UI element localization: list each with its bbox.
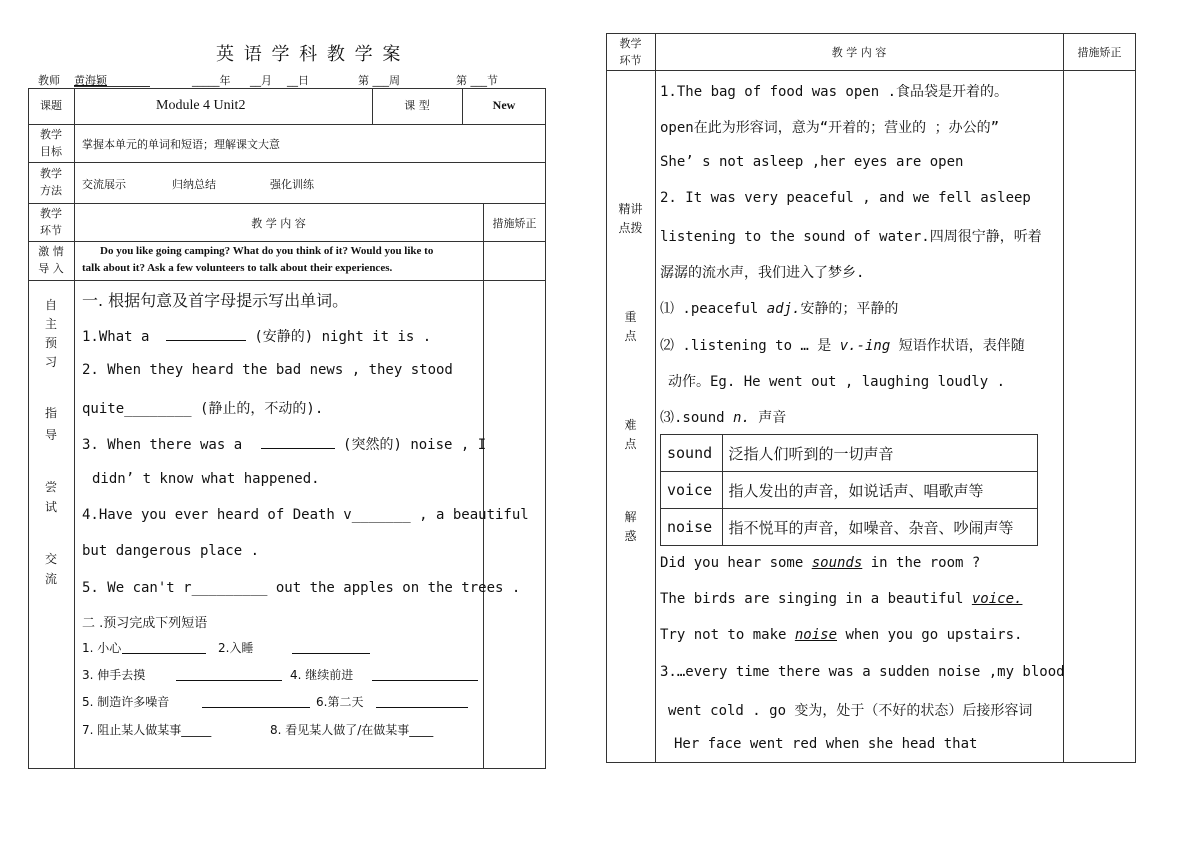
note-line-4: 2. It was very peaceful , and we fell asleep	[660, 190, 1031, 206]
side-label: 解	[624, 510, 637, 524]
side-char: 预	[44, 336, 57, 350]
phrase-5: 5. 制造许多噪音	[82, 695, 170, 709]
ex1-c: in the room ?	[862, 555, 981, 571]
section2-title: 二 .预习完成下列短语	[82, 616, 208, 631]
week-field: 第 ___周	[358, 74, 400, 87]
q1-text-b: (安静的) night it is .	[254, 329, 432, 345]
ex3-b: noise	[794, 627, 838, 643]
phrase-2: 2.入睡	[218, 641, 254, 655]
q1-text-a: 1.What a	[82, 329, 150, 345]
topic-label: 课题	[40, 99, 62, 112]
ex1-a: Did you hear some	[660, 555, 812, 571]
section1-title: 一. 根据句意及首字母提示写出单词。	[82, 291, 349, 310]
q4-line-a: 4.Have you ever heard of Death v_______ , a beautiful	[82, 507, 529, 523]
intro-label-1: 激 情	[38, 245, 64, 258]
note-7a: ⑴ .peaceful	[660, 301, 767, 317]
correction-label: 措施矫正	[1077, 46, 1122, 59]
content-label: 教 学 内 容	[831, 46, 887, 59]
sound-comparison-table	[660, 434, 1038, 546]
content-table	[606, 33, 1136, 763]
side-label: 点拨	[618, 221, 643, 235]
note-line-8	[660, 335, 1025, 355]
note-line-11: 3.…every time there was a sudden noise ,my blood	[660, 664, 1065, 680]
ex1-b: sounds	[811, 555, 863, 571]
note-10a: ⑶.sound	[660, 410, 734, 426]
side-label: 惑	[624, 529, 637, 543]
method-label-2: 方法	[40, 184, 62, 197]
q2-line-b: quite________ (静止的，不动的).	[82, 401, 324, 417]
note-line-6: 潺潺的流水声，我们进入了梦乡.	[660, 265, 865, 281]
phrase-2-blank[interactable]	[292, 641, 370, 654]
q3-text-b: (突然的) noise , I	[343, 437, 487, 453]
side-char: 自	[44, 298, 57, 312]
table-cell-meaning: 指人发出的声音，如说话声、唱歌声等	[722, 472, 1037, 509]
note-line-13: Her face went red when she head that	[674, 736, 978, 752]
side-label: 重	[624, 310, 637, 324]
phrase-1-blank[interactable]	[122, 641, 206, 654]
month-field: __月	[250, 74, 272, 87]
side-label: 难	[624, 418, 637, 432]
side-char: 指	[44, 406, 57, 420]
page-title: 英 语 学 科 教 学 案	[216, 44, 403, 65]
step-label-2: 环节	[40, 224, 62, 237]
method-value-2: 归纳总结	[172, 178, 216, 191]
type-label: 课 型	[404, 99, 430, 112]
phrase-5-blank[interactable]	[202, 695, 310, 708]
method-value-3: 强化训练	[270, 178, 314, 191]
note-line-1: 1.The bag of food was open .食品袋是开着的。	[660, 84, 1009, 100]
example-3	[660, 627, 1022, 643]
side-label: 点	[624, 329, 637, 343]
correction-label: 措施矫正	[492, 217, 537, 230]
goal-value: 掌握本单元的单词和短语；理解课文大意	[82, 138, 280, 151]
table-cell-word: voice	[661, 472, 723, 509]
question-1	[82, 326, 431, 346]
side-char: 尝	[44, 480, 57, 494]
q5-line: 5. We can't r_________ out the apples on the trees .	[82, 580, 521, 596]
side-char: 交	[44, 552, 57, 566]
example-2	[660, 591, 1022, 607]
step-label-1: 教学	[619, 37, 642, 50]
note-7b: adj.	[766, 301, 801, 317]
goal-label-2: 目标	[40, 145, 62, 158]
teacher-label: 教师	[38, 74, 60, 87]
table-cell-meaning: 指不悦耳的声音，如噪音、杂音、吵闹声等	[722, 509, 1037, 546]
side-char: 流	[44, 572, 57, 586]
note-8c: 短语作状语，表伴随	[890, 338, 1025, 354]
q3-line-c: didn’ t know what happened.	[92, 471, 320, 487]
side-label: 点	[624, 437, 637, 451]
q3-text-a: 3. When there was a	[82, 437, 243, 453]
question-3	[82, 434, 486, 454]
note-line-3: She’ s not asleep ,her eyes are open	[660, 154, 964, 170]
side-char: 导	[44, 428, 57, 442]
method-label-1: 教学	[40, 167, 62, 180]
note-10c: 声音	[749, 410, 787, 426]
side-char: 习	[44, 355, 57, 369]
phrase-6: 6.第二天	[316, 695, 364, 709]
step-label-1: 教学	[40, 207, 62, 220]
intro-text-2: talk about it? Ask a few volunteers to talk about their experiences.	[82, 262, 393, 274]
q2-line-a: 2. When they heard the bad news , they stood	[82, 362, 453, 378]
phrase-4-blank[interactable]	[372, 668, 478, 681]
year-field: _____年	[192, 74, 231, 87]
ex2-a: The birds are singing in a beautiful	[660, 591, 972, 607]
side-char: 主	[44, 317, 57, 331]
note-line-10	[660, 407, 786, 427]
phrase-4: 4. 继续前进	[290, 668, 354, 682]
q3-blank[interactable]	[261, 436, 335, 449]
table-row	[661, 435, 1038, 472]
teacher-name: 黄海颖	[74, 74, 107, 87]
table-cell-meaning: 泛指人们听到的一切声音	[722, 435, 1037, 472]
side-char: 试	[44, 500, 57, 514]
intro-label-2: 导 入	[38, 262, 64, 275]
note-line-9: 动作。Eg. He went out , laughing loudly .	[668, 374, 1006, 390]
type-value: New	[492, 98, 516, 112]
teacher-underline	[74, 86, 150, 87]
table-row	[661, 509, 1038, 546]
phrase-3-blank[interactable]	[176, 668, 282, 681]
phrase-8: 8. 看见某人做了/在做某事____	[270, 723, 434, 737]
goal-label-1: 教学	[40, 128, 62, 141]
note-line-5: listening to the sound of water.四周很宁静，听着	[660, 229, 1042, 245]
table-cell-word: sound	[661, 435, 723, 472]
day-field: __日	[287, 74, 309, 87]
table-cell-word: noise	[661, 509, 723, 546]
phrase-1: 1. 小心	[82, 641, 122, 655]
ex2-b: voice.	[971, 591, 1023, 607]
q1-blank[interactable]	[166, 328, 246, 341]
phrase-6-blank[interactable]	[376, 695, 468, 708]
side-label: 精讲	[618, 202, 643, 216]
note-8a: ⑵ .listening to … 是	[660, 338, 840, 354]
ex3-a: Try not to make	[660, 627, 795, 643]
note-line-2: open在此为形容词，意为“开着的；营业的 ；办公的”	[660, 120, 999, 136]
section-field: 第 ___节	[456, 74, 498, 87]
ex3-c: when you go upstairs.	[837, 627, 1023, 643]
phrase-3: 3. 伸手去摸	[82, 668, 146, 682]
note-8b: v.-ing	[839, 338, 891, 354]
note-7c: 安静的；平静的	[800, 301, 899, 317]
note-10b: n.	[733, 410, 750, 426]
topic-value: Module 4 Unit2	[156, 98, 246, 113]
phrase-7: 7. 阻止某人做某事_____	[82, 723, 212, 737]
method-value-1: 交流展示	[82, 178, 126, 191]
step-label-2: 环节	[619, 54, 642, 67]
example-1	[660, 555, 980, 571]
table-row	[661, 472, 1038, 509]
note-line-7	[660, 298, 898, 318]
note-line-12: went cold . go 变为，处于（不好的状态）后接形容词	[668, 703, 1033, 719]
content-label: 教 学 内 容	[251, 217, 306, 230]
intro-text-1: Do you like going camping? What do you think of it? Would you like to	[100, 245, 434, 257]
q4-line-b: but dangerous place .	[82, 543, 260, 559]
